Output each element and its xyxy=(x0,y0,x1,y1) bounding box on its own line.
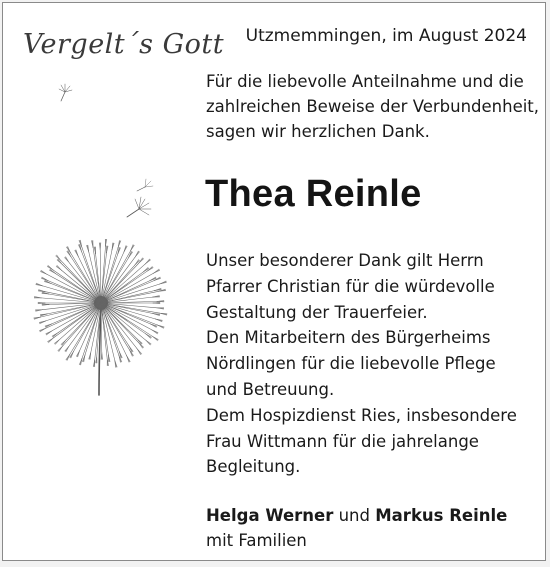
thanks-line: Frau Wittmann für die jahrelange xyxy=(206,429,541,455)
thanks-line: Unser besonderer Dank gilt Herrn xyxy=(206,248,541,274)
intro-line: sagen wir herzlichen Dank. xyxy=(206,119,541,144)
thanks-line: Nördlingen für die liebevolle Pflege xyxy=(206,351,541,377)
obituary-card xyxy=(2,2,546,561)
floating-seed-icon xyxy=(137,179,153,191)
thanks-line: Dem Hospizdienst Ries, insbesondere xyxy=(206,403,541,429)
deceased-name: Thea Reinle xyxy=(205,173,422,216)
floating-seed-icon xyxy=(127,197,151,217)
thanks-line: Pfarrer Christian für die würdevolle xyxy=(206,274,541,300)
thanks-line: Gestaltung der Trauerfeier. xyxy=(206,300,541,326)
signature-line xyxy=(206,503,541,528)
signature-connector: und xyxy=(333,506,375,525)
motto-script: Vergelt´s Gott xyxy=(23,29,224,60)
signature xyxy=(206,503,541,553)
signer-name-1: Helga Werner xyxy=(206,506,333,525)
thanks-line: Begleitung. xyxy=(206,454,541,480)
intro-text xyxy=(206,69,541,144)
intro-line: Für die liebevolle Anteilnahme und die xyxy=(206,69,541,94)
floating-seed-icon xyxy=(59,84,72,101)
dandelion-icon xyxy=(3,3,203,423)
signer-name-2: Markus Reinle xyxy=(375,506,507,525)
signature-families: mit Familien xyxy=(206,528,541,553)
thanks-text xyxy=(206,248,541,480)
thanks-line: und Betreuung. xyxy=(206,377,541,403)
place-date: Utzmemmingen, im August 2024 xyxy=(235,26,527,46)
intro-line: zahlreichen Beweise der Verbundenheit, xyxy=(206,94,541,119)
thanks-line: Den Mitarbeitern des Bürgerheims xyxy=(206,325,541,351)
